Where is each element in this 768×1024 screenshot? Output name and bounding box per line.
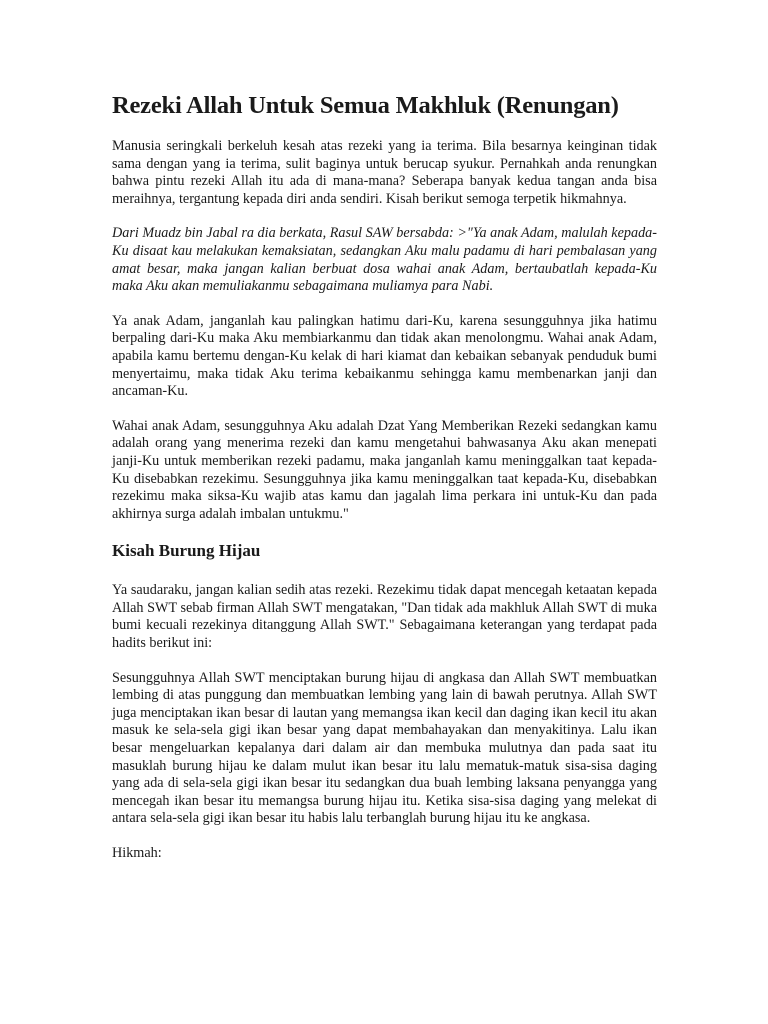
body-paragraph: Ya anak Adam, janganlah kau palingkan hatimu dari-Ku, karena sesungguhnya jika hatimu berpaling dari-Ku maka Aku membiarkanmu dan tidak akan menolongmu. Wahai anak Adam, apabila kamu bertemu dengan-Ku kelak di hari kiamat dan kebaikan sebanyak penduduk bumi menyertaimu, maka tidak Aku terima kebaikanmu sehingga kamu membenarkan janji dan ancaman-Ku. xyxy=(112,312,657,400)
document-title: Rezeki Allah Untuk Semua Makhluk (Renungan) xyxy=(112,92,619,119)
document-page xyxy=(112,88,657,880)
intro-paragraph: Manusia seringkali berkeluh kesah atas rezeki yang ia terima. Bila besarnya keinginan tidak sama dengan yang ia terima, sulit baginya untuk berucap syukur. Pernahkah anda renungkan bahwa pintu rezeki Allah itu ada di mana-mana? Seberapa banyak kedua tangan anda bisa meraihnya, tergantung kepada diri anda sendiri. Kisah berikut semoga terpetik hikmahnya. xyxy=(112,138,657,207)
section-heading: Kisah Burung Hijau xyxy=(112,541,261,561)
story-paragraph: Sesungguhnya Allah SWT menciptakan burung hijau di angkasa dan Allah SWT membuatkan lembing di atas punggung dan membuatkan lembing yang lain di bawah perutnya. Allah SWT juga menciptakan ikan besar di lautan yang memangsa ikan kecil dan daging ikan kecil itu akan masuk ke sela-sela gigi ikan besar yang dapat membahayakan dan menyakitinya. Lalu ikan besar mengeluarkan kepalanya dari dalam air dan membuka mulutnya dan pada saat itu masuklah burung hijau ke dalam mulut ikan besar itu lalu mematuk-matuk sisa-sisa daging yang ada di sela-sela gigi ikan besar itu sedangkan dua buah lembing laksana penyangga yang mencegah ikan besar itu memangsa burung hijau itu. Ketika sisa-sisa daging yang melekat di antara sela-sela gigi ikan besar itu habis lalu terbanglah burung hijau itu ke angkasa. xyxy=(112,669,657,827)
hadith-quote-paragraph: Dari Muadz bin Jabal ra dia berkata, Rasul SAW bersabda: >"Ya anak Adam, malulah kepada-Ku disaat kau melakukan kemaksiatan, sedangkan Aku malu padamu di hari pembalasan yang amat besar, maka jangan kalian berbuat dosa wahai anak Adam, bertaubatlah kepada-Ku maka Aku akan memuliakanmu sebagaimana muliamya para Nabi. xyxy=(112,225,657,295)
body-paragraph: Wahai anak Adam, sesungguhnya Aku adalah Dzat Yang Memberikan Rezeki sedangkan kamu adalah orang yang menerima rezeki dan kamu mengetahui bahwasanya Aku akan menepati janji-Ku untuk memberikan rezeki padamu, maka janganlah kamu meninggalkan taat kepada-Ku disebabkan rezekimu. Sesungguhnya jika kamu meninggalkan taat kepada-Ku, disebabkan rezekimu maka siksa-Ku wajib atas kamu dan jagalah lima perkara ini untuk-Ku dan pada akhirnya surga adalah imbalan untukmu." xyxy=(112,417,657,522)
hikmah-label: Hikmah: xyxy=(112,845,162,861)
body-paragraph: Ya saudaraku, jangan kalian sedih atas rezeki. Rezekimu tidak dapat mencegah ketaatan kepada Allah SWT sebab firman Allah SWT mengatakan, "Dan tidak ada makhluk Allah SWT di muka bumi kecuali rezekinya ditanggung Allah SWT." Sebagaimana keterangan yang terdapat pada hadits berikut ini: xyxy=(112,582,657,652)
